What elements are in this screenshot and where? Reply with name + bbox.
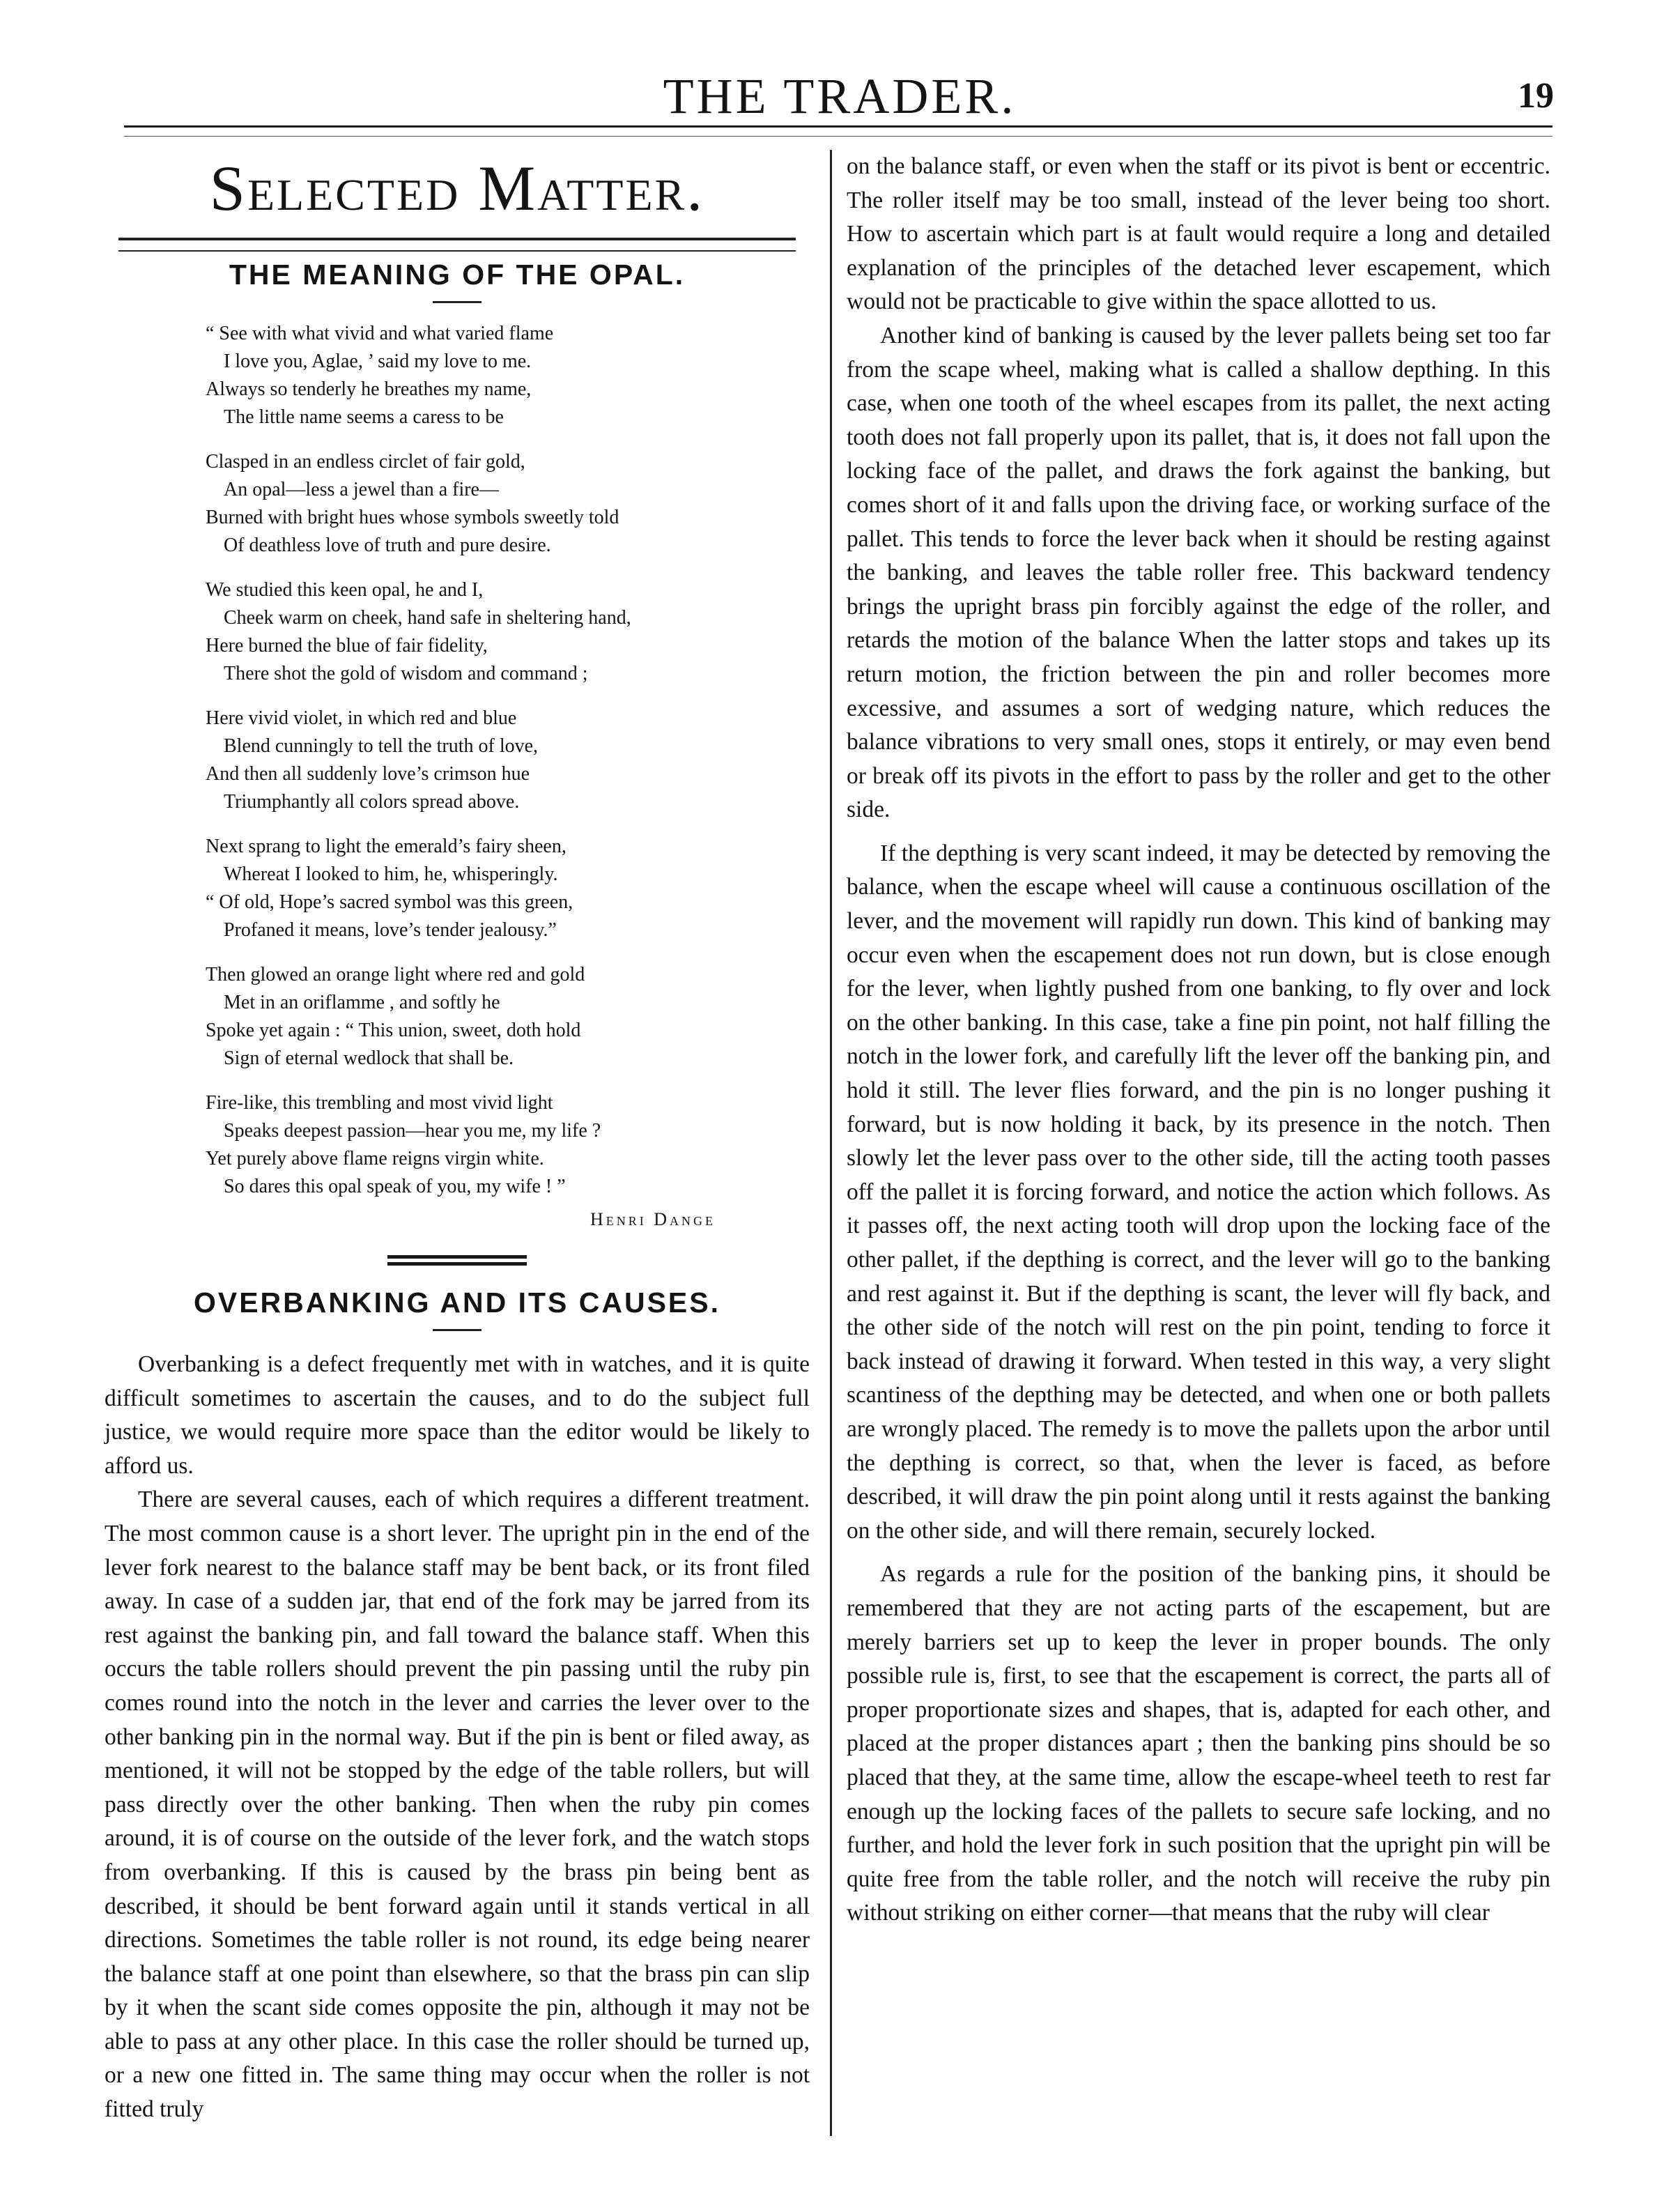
article-paragraph: As regards a rule for the position of the banking pins, it should be remembered that they are not acting parts of the escapement, but are merely barriers set up to keep the lever in proper bounds. The only possible rule is, first, to see that the escapement is correct, the parts all of proper proportionate sizes and shapes, that is, adapted for each other, and placed at the proper distances apart ; then the banking pins should be so placed that they, at the same time, allow the escape-wheel teeth to rest far enough up the locking faces of the pallets to secure safe locking, and no further, and hold the lever fork in such position that the upright pin will be quite free from the table roller, and the notch will receive the ruby pin without striking on either corner—that means that the ruby will clear <box>847 1561 1550 1926</box>
section-heading-rule <box>118 238 796 252</box>
publication-title: THE TRADER. <box>663 68 1017 124</box>
article-paragraph: on the balance staff, or even when the staff or its pivot is bent or eccentric. The roller itself may be too small, instead of the lever being too short. How to ascertain which part is at fault would require a long and detailed explanation of the principles of the detached lever escapement, which would not be practicable to give within the space allotted to us. <box>847 153 1550 315</box>
poem-line: Cheek warm on cheek, hand safe in sheltering hand, <box>224 607 631 629</box>
section-heading: Selected Matter. <box>209 153 705 224</box>
poem-stanza <box>206 833 810 944</box>
poem-author: Henri Dange <box>589 1209 716 1229</box>
poem-title: THE MEANING OF THE OPAL. <box>229 259 686 291</box>
right-column <box>847 150 1550 1930</box>
poem-line: Triumphantly all colors spread above. <box>224 791 520 813</box>
article-paragraph: There are several causes, each of which requires a different treatment. The most common cause is a short lever. The upright pin in the end of the lever fork nearest to the balance staff may be bent back, or its front filed away. In case of a sudden jar, that end of the fork may be jarred from its rest against the banking pin, and fall toward the balance staff. When this occurs the table rollers should prevent the pin passing until the ruby pin comes round into the notch in the lever and carries the lever over to the other banking pin in the normal way. But if the pin is bent or filed away, as mentioned, it will not be stopped by the edge of the table rollers, but will pass directly over the other banking. Then when the ruby pin comes around, it is of course on the outside of the lever fork, and the watch stops from overbanking. If this is caused by the brass pin being bent as described, it should be bent forward again until it stands vertical in all directions. Sometimes the table roller is not round, its edge being nearer the balance staff at one point than elsewhere, so that the brass pin can slip by it when the scant side comes opposite the pin, although it may not be able to pass at any other place. In this case the roller should be turned up, or a new one fitted in. The same thing may occur when the roller is not fitted truly <box>105 1487 810 2123</box>
poem-line: Speaks deepest passion—hear you me, my life ? <box>224 1120 601 1142</box>
left-column <box>105 150 810 2127</box>
poem-line: Always so tenderly he breathes my name, <box>206 378 532 400</box>
poem-line: Fire-like, this trembling and most vivid light <box>206 1092 553 1114</box>
poem-line: Spoke yet again : “ This union, sweet, doth hold <box>206 1020 581 1041</box>
poem-stanza <box>206 576 810 688</box>
article-body-right <box>847 150 1550 1930</box>
page-number: 19 <box>1518 76 1554 116</box>
article-body-left <box>105 1348 810 2127</box>
poem-line: Here burned the blue of fair fidelity, <box>206 635 488 656</box>
poem-line: Whereat I looked to him, he, whisperingly. <box>224 863 558 885</box>
masthead-rule <box>124 125 1552 128</box>
poem-line: Profaned it means, love’s tender jealousy.” <box>224 919 557 941</box>
poem-line: Sign of eternal wedlock that shall be. <box>224 1047 514 1069</box>
article-paragraph: Overbanking is a defect frequently met with in watches, and it is quite difficult sometimes to ascertain the causes, and to do the subject full justice, we would require more space than the editor would be likely to afford us. <box>105 1351 810 1479</box>
article-separator <box>387 1255 527 1266</box>
poem-line: Next sprang to light the emerald’s fairy sheen, <box>206 836 567 857</box>
poem-line: So dares this opal speak of you, my wife ! ” <box>224 1176 566 1197</box>
poem-line: Met in an oriflamme , and softly he <box>224 992 500 1013</box>
poem-line: Clasped in an endless circlet of fair gold, <box>206 451 525 473</box>
poem-line: An opal—less a jewel than a fire— <box>224 479 499 500</box>
poem-stanza <box>206 320 810 431</box>
article-paragraph: Another kind of banking is caused by the lever pallets being set too far from the scape wheel, making what is called a shallow depthing. In this case, when one tooth of the wheel escapes from its pallet, the next acting tooth does not fall properly upon its pallet, that is, it does not fall upon the locking face of the pallet, and draws the fork against the banking, but comes short of it and falls upon the driving face, or working surface of the pallet. This tends to force the lever back when it should be resting against the banking, and leaves the table roller free. This backward tendency brings the upright brass pin forcibly against the edge of the roller, and retards the motion of the balance When the latter stops and takes up its return motion, the friction between the pin and roller becomes more excessive, and assumes a sort of wedging nature, which reduces the balance vibrations to very small ones, stops it entirely, or may even bend or break off its pivots in the effort to pass by the roller and get to the other side. <box>847 322 1550 823</box>
article-title-rule <box>433 1329 481 1331</box>
poem-line: “ See with what vivid and what varied flame <box>206 323 554 344</box>
poem-stanza <box>206 961 810 1073</box>
masthead-rule-thin <box>124 136 1552 137</box>
poem-line: And then all suddenly love’s crimson hue <box>206 763 530 785</box>
poem-title-rule <box>433 301 481 303</box>
poem-stanza <box>206 448 810 560</box>
article-paragraph: If the depthing is very scant indeed, it may be detected by removing the balance, when the escape wheel will cause a continuous oscillation of the lever, and the movement will rapidly run down. This kind of banking may occur even when the escapement does not run down, but is close enough for the lever, when lightly pushed from one banking, to fly over and lock on the other banking. In this case, take a fine pin point, not half filling the notch in the lower fork, and carefully lift the lever off the banking pin, and hold it still. The lever flies forward, and the pin is no longer pushing it forward, but is now holding it back, by its presence in the notch. Then slowly let the lever pass over to the other side, till the acting tooth passes off the pallet it is forcing forward, and notice the action which follows. As it passes off, the next acting tooth will drop upon the locking face of the other pallet, if the depthing is correct, and the lever will go to the banking and rest against it. But if the depthing is scant, the lever will fly back, and the other side of the notch will rest on the pin point, tending to force it back instead of drawing it forward. When tested in this way, a very slight scantiness of the depthing may be detected, and when one or both pallets are wrongly placed. The remedy is to move the pallets upon the arbor until the depthing is correct, so that, when the lever is faced, as before described, it will draw the pin point along until it rests against the banking on the other side, and will there remain, securely locked. <box>847 840 1550 1544</box>
poem-line: We studied this keen opal, he and I, <box>206 579 484 601</box>
poem-line: Here vivid violet, in which red and blue <box>206 707 517 729</box>
poem-line: Of deathless love of truth and pure desire. <box>224 535 551 556</box>
poem-line: I love you, Aglae, ’ said my love to me. <box>224 351 532 372</box>
poem <box>206 320 810 1201</box>
article-title: OVERBANKING AND ITS CAUSES. <box>193 1286 721 1319</box>
poem-stanza <box>206 705 810 816</box>
poem-line: Yet purely above flame reigns virgin white. <box>206 1148 544 1169</box>
poem-line: The little name seems a caress to be <box>224 406 504 428</box>
masthead <box>125 68 1554 124</box>
poem-line: Then glowed an orange light where red and gold <box>206 964 585 985</box>
column-divider <box>830 150 832 2136</box>
poem-line: There shot the gold of wisdom and command ; <box>224 663 588 684</box>
poem-line: “ Of old, Hope’s sacred symbol was this green, <box>206 891 573 913</box>
poem-line: Blend cunningly to tell the truth of love, <box>224 735 539 757</box>
poem-stanza <box>206 1089 810 1201</box>
poem-line: Burned with bright hues whose symbols sweetly told <box>206 507 619 528</box>
